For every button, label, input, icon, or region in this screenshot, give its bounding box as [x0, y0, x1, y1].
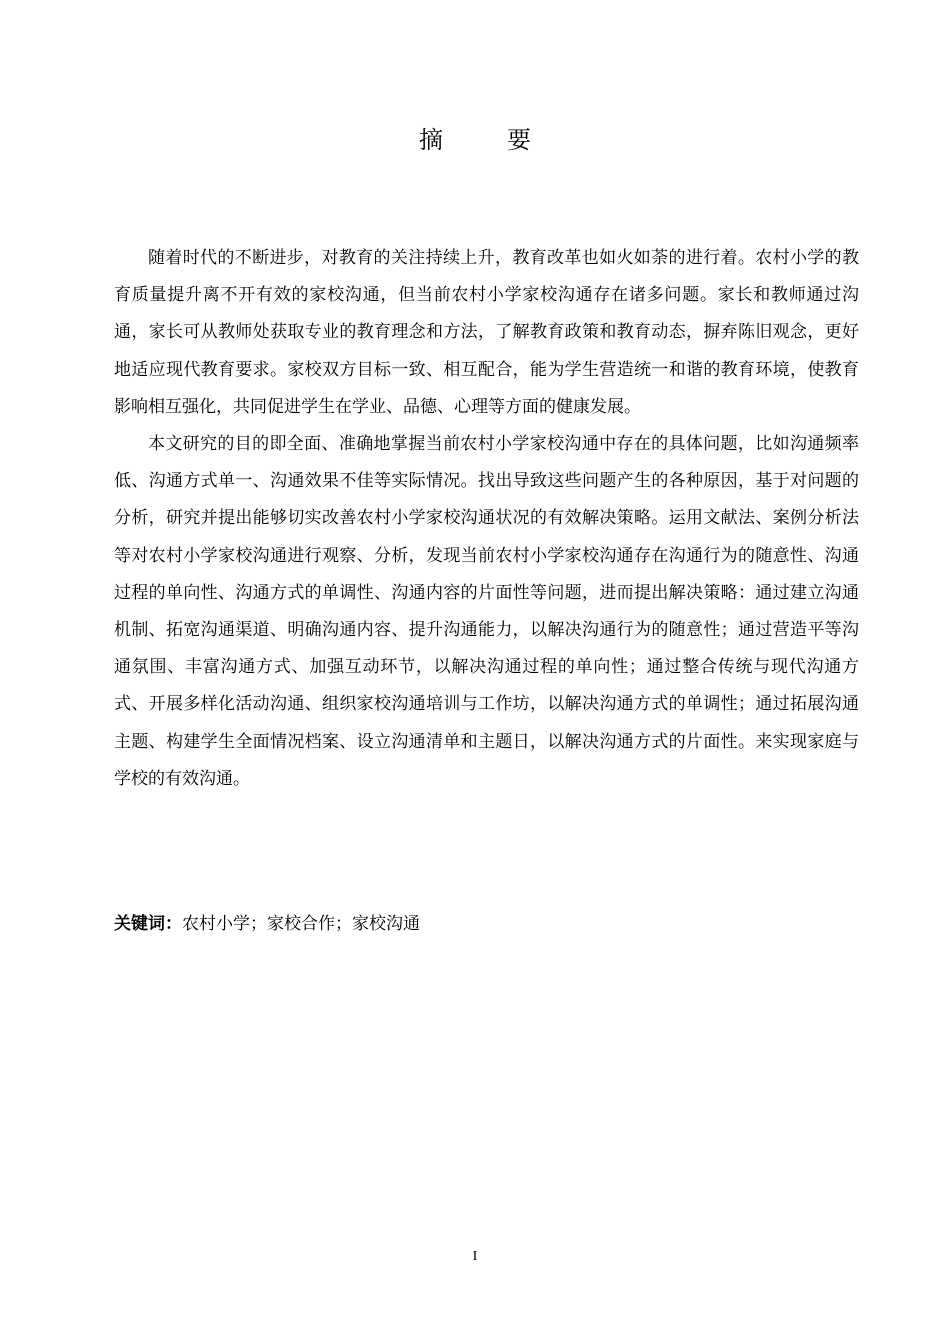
abstract-title: 摘 要: [419, 126, 551, 154]
abstract-paragraph-2: 本文研究的目的即全面、准确地掌握当前农村小学家校沟通中存在的具体问题，比如沟通频率低、沟通方式单一、沟通效果不佳等实际情况。找出导致这些问题产生的各种原因，基于对问题的分析，研究并提出能够切实改善农村小学家校沟通状况的有效解决策略。运用文献法、案例分析法等对农村小学家校沟通进行观察、分析，发现当前农村小学家校沟通存在沟通行为的随意性、沟通过程的单向性、沟通方式的单调性、沟通内容的片面性等问题，进而提出解决策略：通过建立沟通机制、拓宽沟通渠道、明确沟通内容、提升沟通能力，以解决沟通行为的随意性；通过营造平等沟通氛围、丰富沟通方式、加强互动环节，以解决沟通过程的单向性；通过整合传统与现代沟通方式、开展多样化活动沟通、组织家校沟通培训与工作坊，以解决沟通方式的单调性；通过拓展沟通主题、构建学生全面情况档案、设立沟通清单和主题日，以解决沟通方式的片面性。来实现家庭与学校的有效沟通。: [114, 434, 859, 789]
keywords-line: [114, 906, 859, 942]
abstract-body: [114, 240, 859, 798]
page-number: I: [472, 1249, 478, 1264]
keywords-label: 关键词：: [114, 914, 182, 934]
abstract-paragraph-1: 随着时代的不断进步，对教育的关注持续上升，教育改革也如火如荼的进行着。农村小学的教育质量提升离不开有效的家校沟通，但当前农村小学家校沟通存在诸多问题。家长和教师通过沟通，家长可从教师处获取专业的教育理念和方法，了解教育政策和教育动态，摒弃陈旧观念，更好地适应现代教育要求。家校双方目标一致、相互配合，能为学生营造统一和谐的教育环境，使教育影响相互强化，共同促进学生在学业、品德、心理等方面的健康发展。: [114, 248, 859, 417]
keywords-value: 农村小学；家校合作；家校沟通: [182, 914, 420, 934]
